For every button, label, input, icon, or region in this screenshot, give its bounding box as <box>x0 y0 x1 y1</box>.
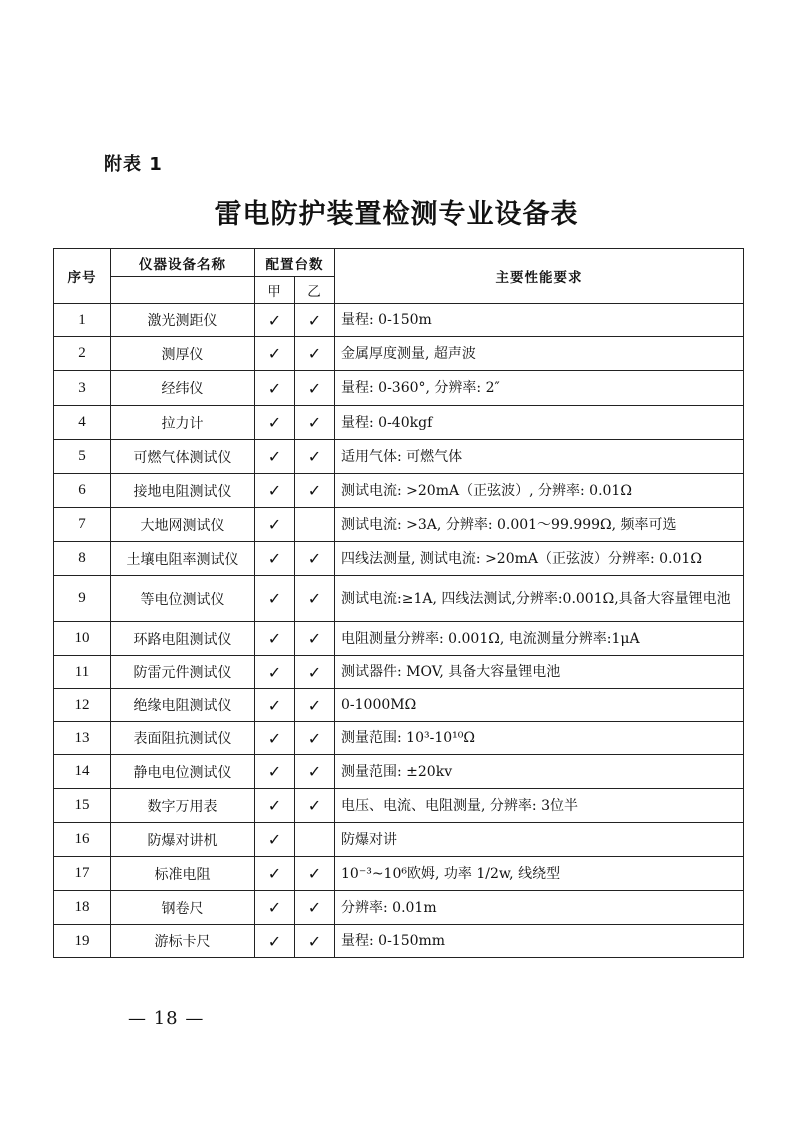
table-row <box>54 689 744 722</box>
class-a-check: ✓ <box>255 542 295 576</box>
equipment-name: 测厚仪 <box>111 337 255 371</box>
appendix-label: 附表 1 <box>104 154 163 175</box>
performance-requirement: 量程: 0-40kgf <box>335 406 744 440</box>
class-b-check: ✓ <box>295 440 335 474</box>
class-a-check: ✓ <box>255 925 295 958</box>
class-b-check: ✓ <box>295 622 335 656</box>
row-number: 4 <box>54 406 111 440</box>
table-row <box>54 823 744 857</box>
class-b-check: ✓ <box>295 474 335 508</box>
performance-requirement: 测量范围: ±20kv <box>335 755 744 789</box>
header-class-b: 乙 <box>295 277 335 304</box>
table-row <box>54 508 744 542</box>
equipment-name: 防爆对讲机 <box>111 823 255 857</box>
table-row <box>54 406 744 440</box>
class-a-check: ✓ <box>255 304 295 337</box>
table-row <box>54 722 744 755</box>
class-a-check: ✓ <box>255 789 295 823</box>
performance-requirement: 测试电流:≥1A, 四线法测试,分辨率:0.001Ω,具备大容量锂电池 <box>335 576 744 622</box>
class-b-check: ✓ <box>295 857 335 891</box>
header-name: 仪器设备名称 <box>111 249 255 277</box>
equipment-name: 游标卡尺 <box>111 925 255 958</box>
equipment-table <box>53 248 744 958</box>
row-number: 11 <box>54 656 111 689</box>
row-number: 15 <box>54 789 111 823</box>
class-a-check: ✓ <box>255 755 295 789</box>
page-title: 雷电防护装置检测专业设备表 <box>214 199 579 230</box>
class-b-check: ✓ <box>295 722 335 755</box>
equipment-name: 接地电阻测试仪 <box>111 474 255 508</box>
table-row <box>54 337 744 371</box>
row-number: 1 <box>54 304 111 337</box>
equipment-name: 钢卷尺 <box>111 891 255 925</box>
class-b-check: ✓ <box>295 789 335 823</box>
equipment-name: 标准电阻 <box>111 857 255 891</box>
class-b-check <box>295 823 335 857</box>
class-a-check: ✓ <box>255 406 295 440</box>
performance-requirement: 适用气体: 可燃气体 <box>335 440 744 474</box>
equipment-name: 可燃气体测试仪 <box>111 440 255 474</box>
class-a-check: ✓ <box>255 440 295 474</box>
class-a-check: ✓ <box>255 722 295 755</box>
class-b-check: ✓ <box>295 891 335 925</box>
class-a-check: ✓ <box>255 576 295 622</box>
performance-requirement: 电阻测量分辨率: 0.001Ω, 电流测量分辨率:1μA <box>335 622 744 656</box>
table-row <box>54 440 744 474</box>
header-no: 序号 <box>54 249 111 304</box>
performance-requirement: 分辨率: 0.01m <box>335 891 744 925</box>
class-a-check: ✓ <box>255 337 295 371</box>
header-count: 配置台数 <box>255 249 335 277</box>
table-row <box>54 304 744 337</box>
performance-requirement: 电压、电流、电阻测量, 分辨率: 3位半 <box>335 789 744 823</box>
class-b-check: ✓ <box>295 755 335 789</box>
table-row <box>54 755 744 789</box>
class-b-check: ✓ <box>295 371 335 406</box>
header-class-a: 甲 <box>255 277 295 304</box>
class-a-check: ✓ <box>255 823 295 857</box>
class-a-check: ✓ <box>255 508 295 542</box>
row-number: 19 <box>54 925 111 958</box>
class-a-check: ✓ <box>255 857 295 891</box>
equipment-name: 表面阻抗测试仪 <box>111 722 255 755</box>
header-requirements: 主要性能要求 <box>335 249 744 304</box>
performance-requirement: 测量范围: 10³-10¹⁰Ω <box>335 722 744 755</box>
equipment-name: 等电位测试仪 <box>111 576 255 622</box>
class-a-check: ✓ <box>255 689 295 722</box>
table-row <box>54 925 744 958</box>
row-number: 8 <box>54 542 111 576</box>
table-row <box>54 576 744 622</box>
table-row <box>54 789 744 823</box>
equipment-name: 拉力计 <box>111 406 255 440</box>
class-a-check: ✓ <box>255 656 295 689</box>
table-row <box>54 542 744 576</box>
row-number: 2 <box>54 337 111 371</box>
class-a-check: ✓ <box>255 371 295 406</box>
table-row <box>54 474 744 508</box>
class-b-check: ✓ <box>295 304 335 337</box>
table-row <box>54 857 744 891</box>
class-b-check <box>295 508 335 542</box>
row-number: 10 <box>54 622 111 656</box>
row-number: 14 <box>54 755 111 789</box>
equipment-name: 大地网测试仪 <box>111 508 255 542</box>
performance-requirement: 防爆对讲 <box>335 823 744 857</box>
row-number: 13 <box>54 722 111 755</box>
class-b-check: ✓ <box>295 337 335 371</box>
row-number: 3 <box>54 371 111 406</box>
table-row <box>54 371 744 406</box>
row-number: 9 <box>54 576 111 622</box>
equipment-name: 环路电阻测试仪 <box>111 622 255 656</box>
row-number: 12 <box>54 689 111 722</box>
performance-requirement: 测试电流: >3A, 分辨率: 0.001～99.999Ω, 频率可选 <box>335 508 744 542</box>
page-number: — 18 — <box>128 1008 205 1029</box>
performance-requirement: 测试电流: >20mA（正弦波）, 分辨率: 0.01Ω <box>335 474 744 508</box>
table-row <box>54 656 744 689</box>
performance-requirement: 10⁻³~10⁶欧姆, 功率 1/2w, 线绕型 <box>335 857 744 891</box>
class-a-check: ✓ <box>255 474 295 508</box>
performance-requirement: 测试器件: MOV, 具备大容量锂电池 <box>335 656 744 689</box>
class-a-check: ✓ <box>255 622 295 656</box>
performance-requirement: 金属厚度测量, 超声波 <box>335 337 744 371</box>
equipment-name: 静电电位测试仪 <box>111 755 255 789</box>
performance-requirement: 量程: 0-360°, 分辨率: 2″ <box>335 371 744 406</box>
equipment-name: 激光测距仪 <box>111 304 255 337</box>
table-row <box>54 622 744 656</box>
equipment-name: 土壤电阻率测试仪 <box>111 542 255 576</box>
class-b-check: ✓ <box>295 656 335 689</box>
row-number: 6 <box>54 474 111 508</box>
row-number: 16 <box>54 823 111 857</box>
row-number: 18 <box>54 891 111 925</box>
row-number: 17 <box>54 857 111 891</box>
class-b-check: ✓ <box>295 576 335 622</box>
equipment-name: 绝缘电阻测试仪 <box>111 689 255 722</box>
class-b-check: ✓ <box>295 406 335 440</box>
performance-requirement: 量程: 0-150m <box>335 304 744 337</box>
class-b-check: ✓ <box>295 925 335 958</box>
equipment-name: 防雷元件测试仪 <box>111 656 255 689</box>
class-b-check: ✓ <box>295 542 335 576</box>
row-number: 7 <box>54 508 111 542</box>
equipment-name: 数字万用表 <box>111 789 255 823</box>
equipment-name: 经纬仪 <box>111 371 255 406</box>
class-a-check: ✓ <box>255 891 295 925</box>
row-number: 5 <box>54 440 111 474</box>
performance-requirement: 四线法测量, 测试电流: >20mA（正弦波）分辨率: 0.01Ω <box>335 542 744 576</box>
header-name-blank <box>111 277 255 304</box>
table-row <box>54 891 744 925</box>
performance-requirement: 量程: 0-150mm <box>335 925 744 958</box>
performance-requirement: 0-1000MΩ <box>335 689 744 722</box>
class-b-check: ✓ <box>295 689 335 722</box>
